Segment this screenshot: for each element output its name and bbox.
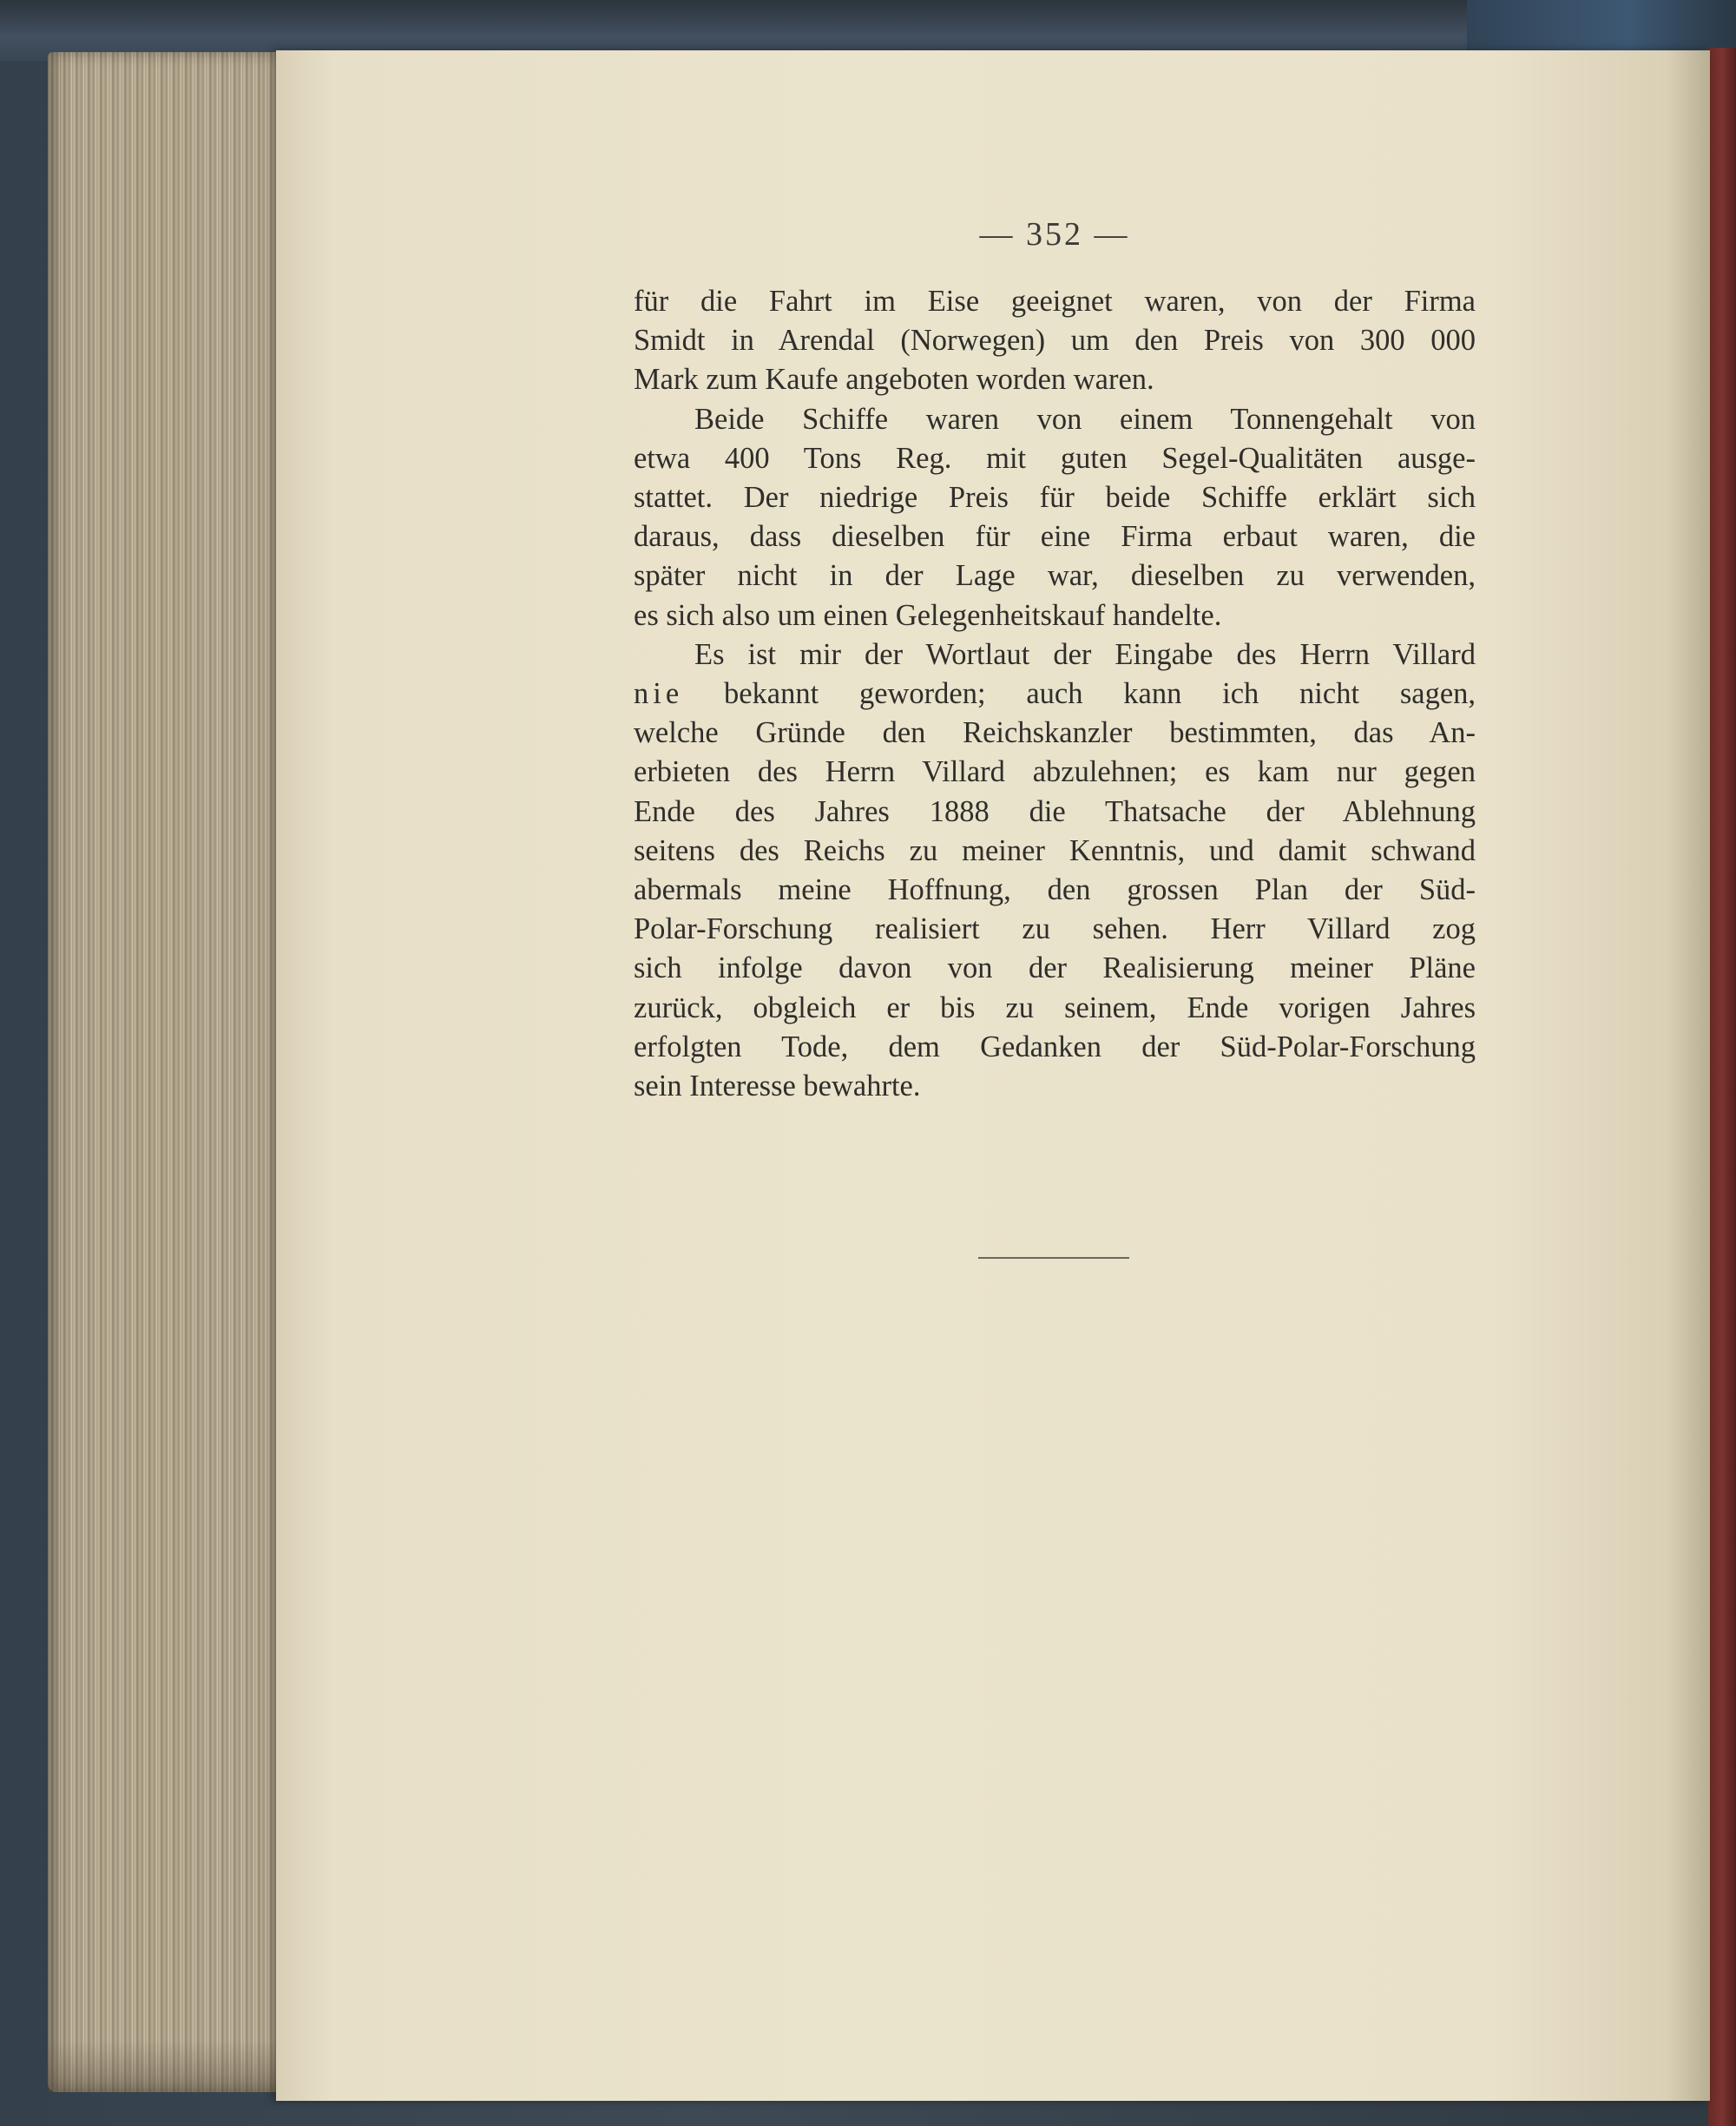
- text-line: welche Gründe den Reichskanzler bestimmten, das An-: [634, 716, 1476, 750]
- text-line: abermals meine Hoffnung, den grossen Plan der Süd-: [634, 873, 1476, 907]
- text-line: zurück, obgleich er bis zu seinem, Ende vorigen Jahres: [634, 991, 1476, 1024]
- text-line: Polar-Forschung realisiert zu sehen. Herr Villard zog: [634, 912, 1476, 946]
- text-line: stattet. Der niedrige Preis für beide Schiffe erklärt sich: [634, 481, 1476, 515]
- text-line-rest: bekannt geworden; auch kann ich nicht sagen,: [723, 677, 1476, 711]
- text-line: seitens des Reichs zu meiner Kenntnis, und damit schwand: [634, 833, 1476, 867]
- section-end-rule: [978, 1257, 1129, 1259]
- text-line: sein Interesse bewahrte.: [634, 1070, 921, 1103]
- adjacent-book-spine: [1708, 48, 1736, 2126]
- body-text: [634, 282, 1476, 1106]
- text-line: Smidt in Arendal (Norwegen) um den Preis von 300 000: [634, 324, 1476, 358]
- spaced-emphasis: nie: [634, 677, 684, 711]
- page-number: — 352 —: [979, 216, 1130, 253]
- text-line: später nicht in der Lage war, dieselben zu verwenden,: [634, 559, 1476, 593]
- text-line: [634, 675, 1476, 714]
- text-line: Es ist mir der Wortlaut der Eingabe des Herrn Villard: [694, 637, 1476, 671]
- text-line: Beide Schiffe waren von einem Tonnengehalt von: [694, 402, 1476, 436]
- book-cover-corner: [1467, 0, 1736, 52]
- text-line: es sich also um einen Gelegenheitskauf handelte.: [634, 598, 1222, 632]
- text-line: für die Fahrt im Eise geeignet waren, von der Firma: [634, 285, 1476, 318]
- text-line: sich infolge davon von der Realisierung meiner Pläne: [634, 951, 1476, 985]
- page-edges: [48, 52, 286, 2092]
- text-line: Ende des Jahres 1888 die Thatsache der Ablehnung: [634, 794, 1476, 828]
- text-line: erfolgten Tode, dem Gedanken der Süd-Polar-Forschung: [634, 1030, 1476, 1063]
- text-line: Mark zum Kaufe angeboten worden waren.: [634, 363, 1154, 397]
- text-line: daraus, dass dieselben für eine Firma erbaut waren, die: [634, 520, 1476, 554]
- text-line: etwa 400 Tons Reg. mit guten Segel-Qualitäten ausge-: [634, 441, 1476, 475]
- text-line: erbieten des Herrn Villard abzulehnen; es kam nur gegen: [634, 755, 1476, 789]
